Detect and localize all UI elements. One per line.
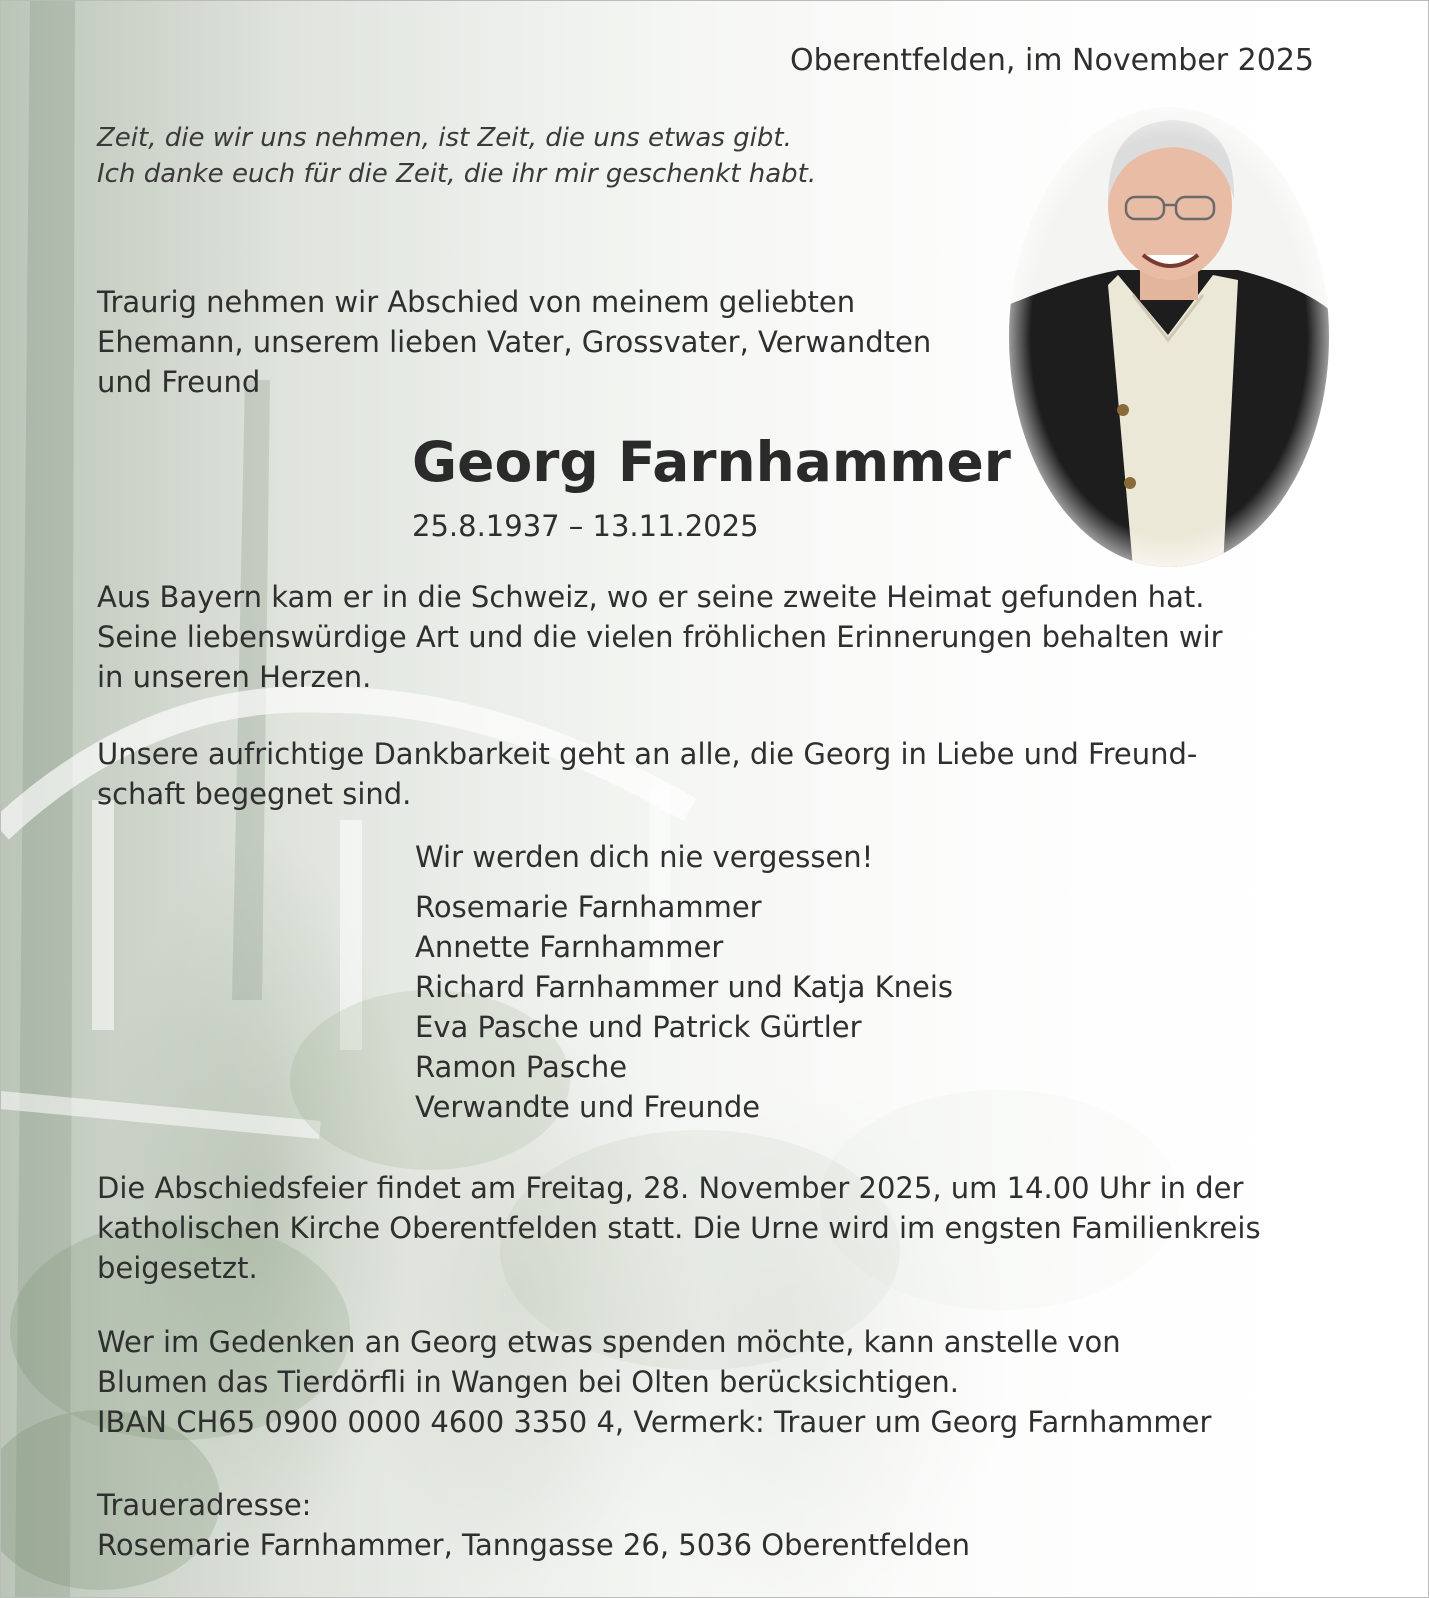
text-line: Unsere aufrichtige Dankbarkeit geht an alle, die Georg in Liebe und Freund- — [97, 737, 1198, 771]
mourners-heading: Wir werden dich nie vergessen! — [415, 840, 874, 874]
announcement-intro — [97, 282, 931, 402]
text-line: katholischen Kirche Oberentfelden statt. Die Urne wird im engsten Familienkreis — [97, 1211, 1261, 1245]
mourning-address — [97, 1485, 970, 1565]
quote-line: Zeit, die wir uns nehmen, ist Zeit, die uns etwas gibt. — [97, 123, 792, 153]
mourners-list — [415, 837, 953, 1127]
paragraph-biography — [97, 577, 1223, 697]
text-line: in unseren Herzen. — [97, 660, 372, 694]
paragraph-donation — [97, 1322, 1211, 1442]
mourner-name: Ramon Pasche — [415, 1050, 628, 1084]
portrait-photo — [1008, 105, 1330, 568]
iban-line: IBAN CH65 0900 0000 4600 3350 4, Vermerk: Trauer um Georg Farnhammer — [97, 1405, 1212, 1439]
deceased-name: Georg Farnhammer — [412, 430, 1011, 494]
quote-line: Ich danke euch für die Zeit, die ihr mir geschenkt habt. — [97, 159, 817, 189]
mourner-name: Annette Farnhammer — [415, 930, 724, 964]
text-line: Aus Bayern kam er in die Schweiz, wo er seine zweite Heimat gefunden hat. — [97, 580, 1205, 614]
mourner-name: Eva Pasche und Patrick Gürtler — [415, 1010, 862, 1044]
life-dates: 25.8.1937 – 13.11.2025 — [412, 509, 759, 543]
mourner-name: Rosemarie Farnhammer — [415, 890, 762, 924]
intro-line: Traurig nehmen wir Abschied von meinem geliebten — [97, 285, 856, 319]
address-value: Rosemarie Farnhammer, Tanngasse 26, 5036 Oberentfelden — [97, 1528, 970, 1562]
intro-line: und Freund — [97, 365, 261, 399]
epigraph-quote — [97, 120, 816, 192]
text-line: schaft begegnet sind. — [97, 777, 412, 811]
place-date: Oberentfelden, im November 2025 — [789, 43, 1314, 78]
address-label: Traueradresse: — [97, 1488, 312, 1522]
text-line: Blumen das Tierdörfli in Wangen bei Olten berücksichtigen. — [97, 1365, 960, 1399]
mourner-name: Verwandte und Freunde — [415, 1090, 761, 1124]
text-line: Die Abschiedsfeier findet am Freitag, 28. November 2025, um 14.00 Uhr in der — [97, 1171, 1244, 1205]
text-line: Seine liebenswürdige Art und die vielen fröhlichen Erinnerungen behalten wir — [97, 620, 1223, 654]
intro-line: Ehemann, unserem lieben Vater, Grossvater, Verwandten — [97, 325, 932, 359]
paragraph-gratitude — [97, 734, 1197, 814]
text-line: Wer im Gedenken an Georg etwas spenden möchte, kann anstelle von — [97, 1325, 1121, 1359]
text-line: beigesetzt. — [97, 1251, 258, 1285]
paragraph-ceremony — [97, 1168, 1261, 1288]
mourner-name: Richard Farnhammer und Katja Kneis — [415, 970, 954, 1004]
